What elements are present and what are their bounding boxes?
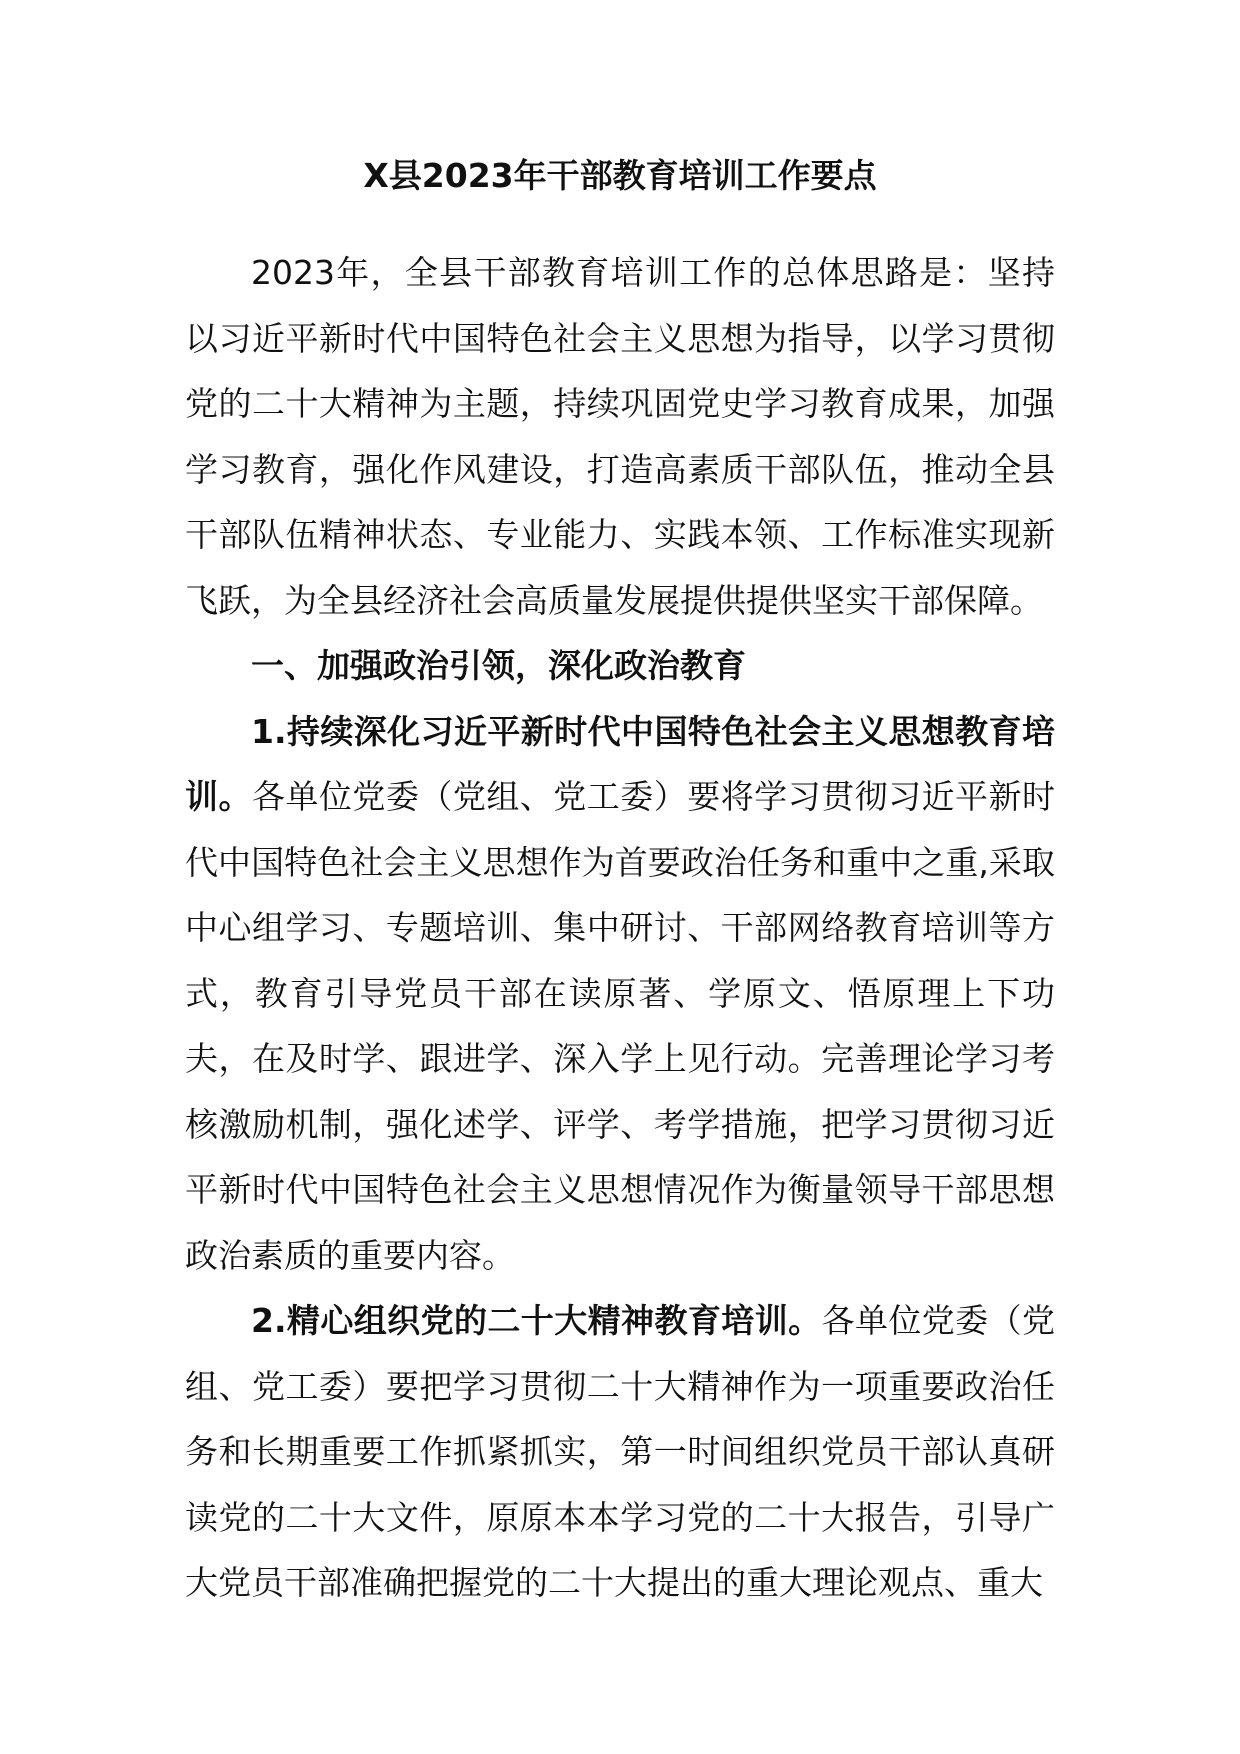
intro-paragraph: 2023年，全县干部教育培训工作的总体思路是：坚持以习近平新时代中国特色社会主义思想为指导，以学习贯彻党的二十大精神为主题，持续巩固党史学习教育成果，加强学习教育，强化作风建设，打造高素质干部队伍，推动全县干部队伍精神状态、专业能力、实践本领、工作标准实现新飞跃，为全县经济社会高质量发展提供提供坚实干部保障。 <box>185 253 1055 620</box>
item-text-2: 各单位党委（党组、党工委）要把学习贯彻二十大精神作为一项重要政治任务和长期重要工作抓紧抓实，第一时间组织党员干部认真研读党的二十大文件，原原本本学习党的二十大报告，引导广大党员干部准确把握党的二十大提出的重大理论观点、重大 <box>185 1301 1056 1602</box>
item-text-1: 各单位党委（党组、党工委）要将学习贯彻习近平新时代中国特色社会主义思想作为首要政治任务和重中之重,采取中心组学习、专题培训、集中研讨、干部网络教育培训等方式，教育引导党员干部在读原著、学原文、悟原理上下功夫，在及时学、跟进学、深入学上见行动。完善理论学习考核激励机制，强化述学、评学、考学措施，把学习贯彻习近平新时代中国特色社会主义思想情况作为衡量领导干部思想政治素质的重要内容。 <box>185 777 1056 1275</box>
item-lead-1: 1.持续深化习近平新时代中国特色社会主义思想教育培训。 <box>185 711 1055 816</box>
item-paragraph-1 <box>185 699 1055 1289</box>
section-heading: 一、加强政治引领，深化政治教育 <box>251 646 746 685</box>
document-body <box>185 240 1055 1616</box>
item-lead-2: 2.精心组织党的二十大精神教育培训。 <box>251 1301 822 1340</box>
document-title: X县2023年干部教育培训工作要点 <box>363 156 877 195</box>
item-paragraph-2 <box>185 1288 1055 1616</box>
